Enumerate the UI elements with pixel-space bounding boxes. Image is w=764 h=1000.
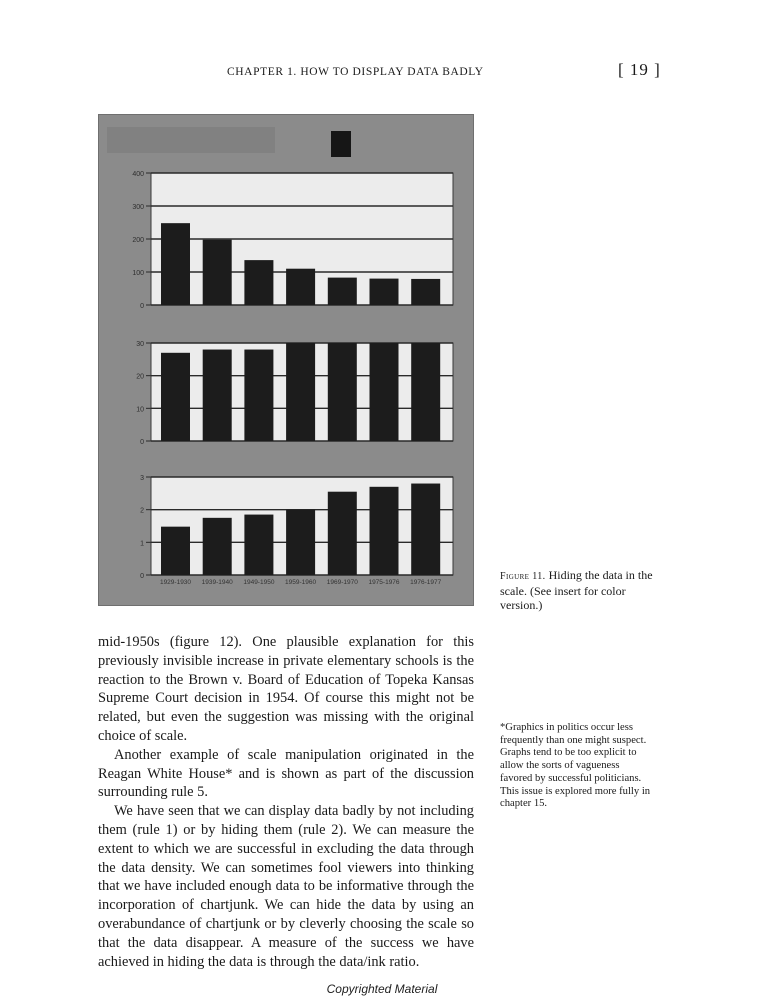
y-tick-label: 3 — [140, 475, 144, 482]
bar — [244, 260, 273, 305]
y-tick-label: 0 — [140, 573, 144, 580]
y-tick-label: 400 — [132, 171, 144, 178]
bar — [161, 353, 190, 441]
page-number: [ 19 ] — [618, 60, 661, 79]
body-text — [98, 633, 474, 971]
bar — [203, 350, 232, 441]
y-tick-label: 1 — [140, 540, 144, 548]
side-note: *Graphics in politics occur less frequently than one might suspect. Graphs tend to be too explicit to allow the sorts of vagueness favored by successful politicians. This issue is explored more fully in chapter 15. — [500, 722, 651, 810]
caption-text: Hiding the data in the scale. (See insert for color version.) — [500, 568, 653, 612]
bar — [203, 518, 232, 575]
y-tick-label: 100 — [132, 270, 144, 277]
x-tick-label: 1949-1950 — [243, 579, 275, 586]
bar — [244, 515, 273, 575]
bar — [161, 527, 190, 575]
caption-label: Figure 11. — [500, 571, 546, 582]
bar — [286, 510, 315, 575]
bar — [286, 343, 315, 441]
y-tick-label: 0 — [140, 303, 144, 310]
bar — [370, 279, 399, 305]
figure-caption — [500, 568, 660, 612]
x-tick-label: 1975-1976 — [368, 579, 400, 586]
figure-chart — [98, 114, 474, 606]
copyright-footer: Copyrighted Material — [326, 982, 438, 996]
bar — [328, 278, 357, 305]
bar — [161, 223, 190, 305]
paragraph-3: We have seen that we can display data badly by not including them (rule 1) or by hiding them (rule 2). We can measure the extent to which we are successful in excluding the data through the data density. We can sometimes fool viewers into thinking that we have included enough data to be informative through the incorporation of chartjunk. We can hide the data by using an overabundance of chartjunk or by cleverly choosing the scale so that the data disappear. A measure of the success we have achieved in hiding the data is through the data/ink ratio. — [98, 803, 474, 970]
running-head: CHAPTER 1. HOW TO DISPLAY DATA BADLY — [227, 66, 484, 78]
y-tick-label: 2 — [140, 507, 144, 515]
y-tick-label: 200 — [132, 237, 144, 244]
title-blur-block — [107, 127, 275, 153]
bar — [244, 350, 273, 441]
chart-svg — [99, 115, 473, 605]
bar — [411, 279, 440, 305]
chart-panels — [132, 171, 453, 586]
bar — [370, 487, 399, 575]
y-tick-label: 0 — [140, 439, 144, 446]
bar — [203, 240, 232, 305]
x-tick-label: 1959-1960 — [285, 579, 317, 586]
paragraph-1: mid-1950s (figure 12). One plausible explanation for this previously invisible increase in private elementary schools is the reaction to the Brown v. Board of Education of Topeka Kansas Supreme Court decision in 1954. Of course this might not be related, but even the suggestion was missing with the original choice of scale. — [98, 634, 474, 744]
x-tick-label: 1969-1970 — [326, 579, 358, 586]
y-tick-label: 300 — [132, 204, 144, 211]
x-tick-label: 1929-1930 — [159, 579, 192, 586]
bar — [286, 269, 315, 305]
legend-swatch — [331, 131, 351, 157]
bar — [411, 484, 440, 575]
bar — [328, 343, 357, 441]
bar — [411, 343, 440, 441]
paragraph-2: Another example of scale manipulation originated in the Reagan White House* and is shown as part of the discussion surrounding rule 5. — [98, 746, 474, 801]
x-tick-label: 1939-1940 — [201, 579, 233, 586]
y-tick-label: 30 — [136, 341, 144, 348]
x-tick-label: 1976-1977 — [410, 579, 442, 586]
y-tick-label: 10 — [136, 406, 144, 414]
bar — [370, 343, 399, 441]
y-tick-label: 20 — [136, 373, 144, 381]
bar — [328, 492, 357, 575]
